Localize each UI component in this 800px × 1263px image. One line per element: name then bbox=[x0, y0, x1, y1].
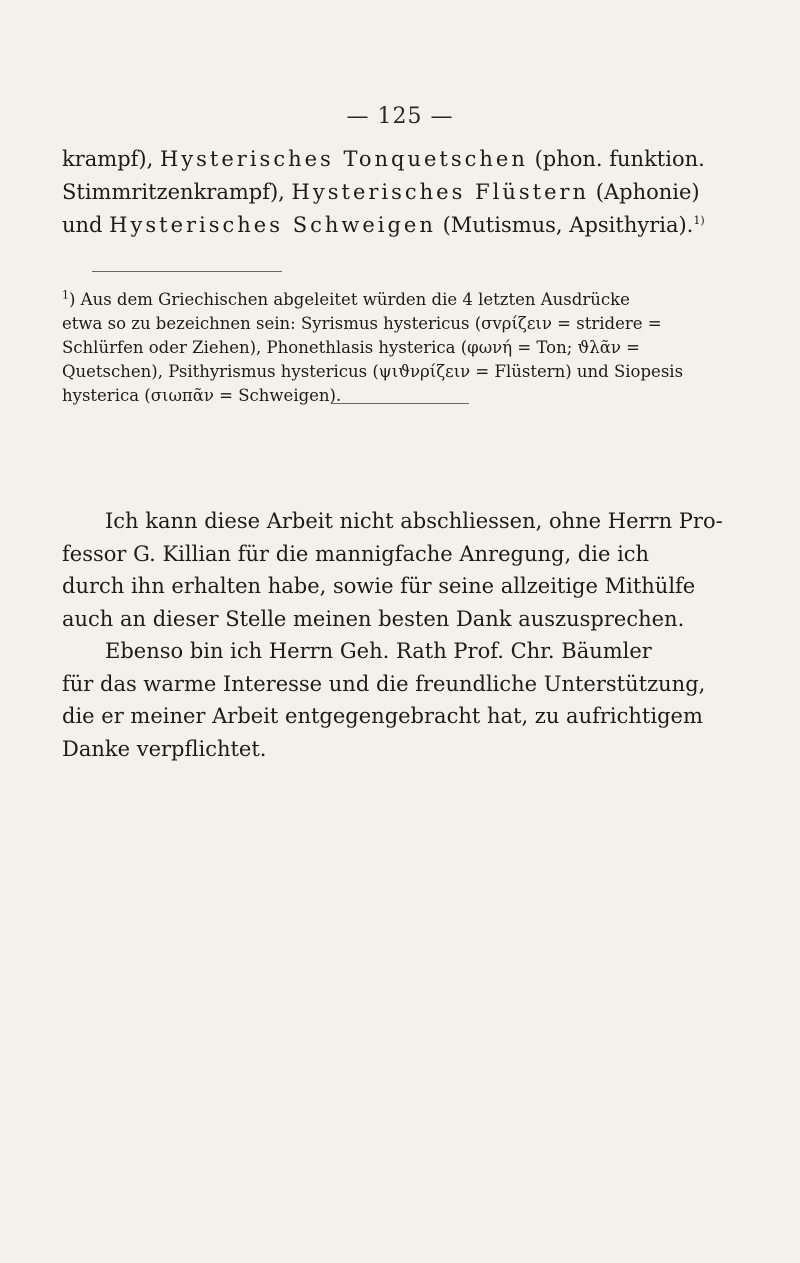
text-line: Danke verpflichtet. bbox=[62, 736, 267, 761]
acknowledgement bbox=[62, 505, 752, 765]
section-divider bbox=[331, 403, 469, 404]
text-run: krampf), bbox=[62, 147, 160, 171]
text-run: und bbox=[62, 213, 110, 237]
text-line: Ich kann diese Arbeit nicht abschliessen, ohne Herrn Pro- bbox=[105, 509, 723, 533]
text-line bbox=[62, 176, 752, 209]
footnote-line: Schlürfen oder Ziehen), Phonethlasis hysterica (φωνή = Ton; ϑλᾶν = bbox=[62, 338, 640, 357]
text-run: Stimmritzenkrampf), bbox=[62, 180, 292, 204]
text-run: (phon. funktion. bbox=[527, 147, 705, 171]
text-line: fessor G. Killian für die mannigfache Anregung, die ich bbox=[62, 541, 650, 566]
footnote-marker: 1) bbox=[693, 214, 705, 227]
text-run: (Mutismus, Apsithyria). bbox=[435, 213, 694, 237]
text-line: Ebenso bin ich Herrn Geh. Rath Prof. Chr. Bäumler bbox=[105, 639, 652, 663]
spaced-emphasis: Hysterisches Schweigen bbox=[109, 213, 436, 237]
paragraph bbox=[62, 505, 752, 635]
text-line: durch ihn erhalten habe, sowie für seine allzeitige Mithülfe bbox=[62, 574, 696, 598]
text-run: (Aphonie) bbox=[589, 180, 700, 204]
text-line: die er meiner Arbeit entgegengebracht hat, zu aufrichtigem bbox=[62, 704, 703, 728]
footnote-line: $^1$) Aus dem Griechischen abgeleitet würden die 4 letzten Ausdrücke bbox=[62, 288, 630, 309]
text-line: auch an dieser Stelle meinen besten Dank auszusprechen. bbox=[62, 606, 685, 631]
text-line: für das warme Interesse und die freundliche Unterstützung, bbox=[62, 671, 706, 696]
footnote bbox=[62, 288, 752, 408]
footnote-line: hysterica (σιωπᾶν = Schweigen). bbox=[62, 386, 342, 405]
spaced-emphasis: Hysterisches Flüstern bbox=[291, 180, 590, 204]
text-line bbox=[62, 209, 752, 242]
paragraph bbox=[62, 635, 752, 765]
text-line bbox=[62, 143, 752, 176]
page-number: — 125 — bbox=[346, 104, 454, 129]
footnote-divider bbox=[92, 271, 282, 272]
footnote-line: Quetschen), Psithyrismus hystericus (ψιϑνρίζειν = Flüstern) und Siopesis bbox=[62, 362, 684, 381]
spaced-emphasis: Hysterisches Tonquetschen bbox=[159, 147, 528, 171]
main-text-continuation bbox=[62, 143, 752, 242]
footnote-line: etwa so zu bezeichnen sein: Syrismus hystericus (σvρίζειν = stridere = bbox=[62, 314, 662, 333]
